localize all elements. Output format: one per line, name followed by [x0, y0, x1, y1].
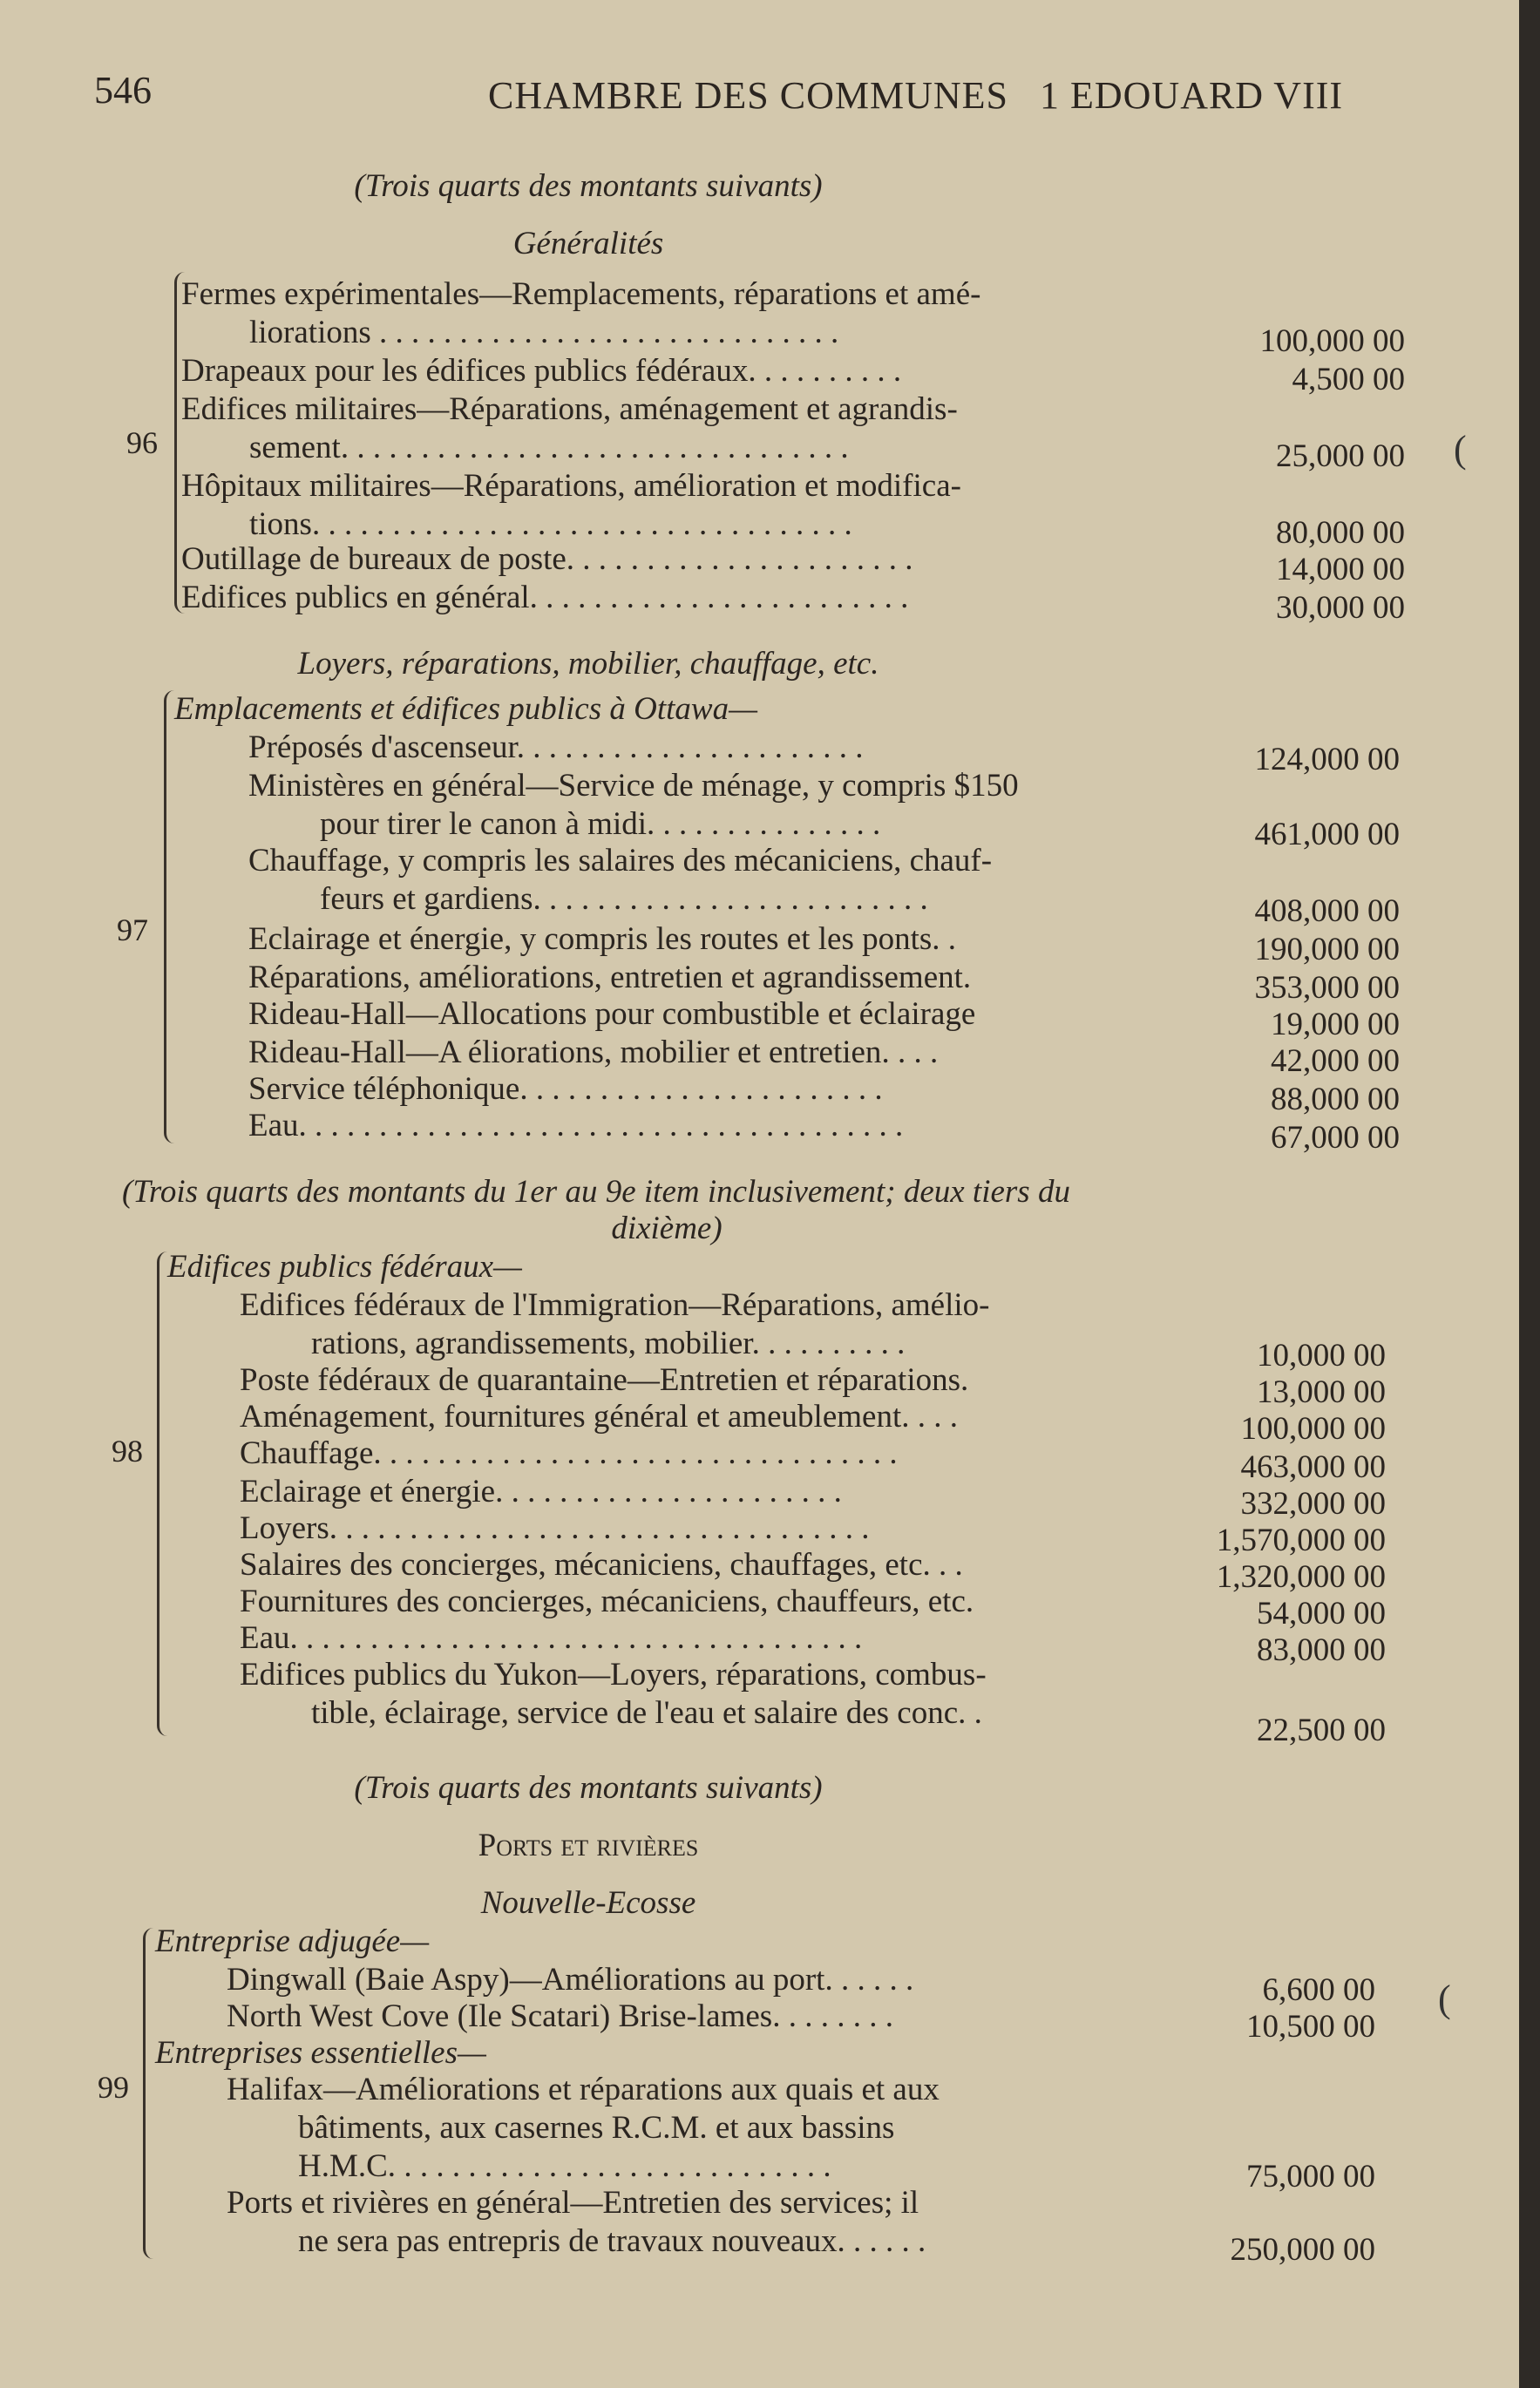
amount-97-2: 461,000 00 [1254, 817, 1400, 852]
item-97-7: Rideau-Hall—A éliorations, mobilier et entretien. . . . [248, 1035, 939, 1070]
amount-98-4: 463,000 00 [1240, 1449, 1386, 1485]
amount-97-8: 88,000 00 [1271, 1082, 1400, 1117]
heading-ports: Ports et rivières [478, 1828, 699, 1863]
note-99: (Trois quarts des montants suivants) [354, 1770, 823, 1806]
item-99-3: Halifax—Améliorations et réparations aux quais et aux bâtiments, aux casernes R.C.M. et aux bassins H.M.C. . . . . . . . . . . . . . . . . . . . . . . . . . . . [227, 2072, 940, 2184]
heading-generalites: Généralités [512, 226, 664, 261]
amount-98-7: 1,320,000 00 [1216, 1559, 1386, 1595]
item-97-3: Chauffage, y compris les salaires des mécaniciens, chauf- feurs et gardiens. . . . . . . . . . . . . . . . . . . . . . . . . [248, 843, 993, 917]
brace-99 [143, 1928, 158, 2259]
item-98-6: Loyers. . . . . . . . . . . . . . . . . . . . . . . . . . . . . . . . . . [240, 1510, 870, 1546]
item-98-2: Poste fédéraux de quarantaine—Entretien et réparations. [240, 1362, 969, 1398]
page-number: 546 [94, 69, 152, 112]
amount-98-5: 332,000 00 [1240, 1486, 1386, 1522]
amount-98-3: 100,000 00 [1240, 1411, 1386, 1447]
sub-heading-adjugee: Entreprise adjugée— [155, 1923, 430, 1959]
amount-97-9: 67,000 00 [1271, 1120, 1400, 1156]
item-98-10: Edifices publics du Yukon—Loyers, réparations, combus- tible, éclairage, service de l'eau et salaire des conc. . [240, 1657, 987, 1731]
vote-number-98: 98 [112, 1434, 143, 1469]
item-97-1: Préposés d'ascenseur. . . . . . . . . . . . . . . . . . . . . . [248, 729, 864, 765]
note-98-line2: dixième) [611, 1211, 723, 1246]
amount-96-5: 14,000 00 [1276, 552, 1405, 587]
vote-number-99: 99 [98, 2070, 129, 2105]
brace-97 [164, 690, 179, 1143]
margin-mark-2: ( [1438, 1978, 1451, 2020]
item-97-4: Eclairage et énergie, y compris les routes et les ponts. . [248, 921, 957, 957]
item-99-1: Dingwall (Baie Aspy)—Améliorations au port. . . . . . [227, 1962, 914, 1998]
item-98-7: Salaires des concierges, mécaniciens, chauffages, etc. . . [240, 1547, 963, 1583]
amount-98-6: 1,570,000 00 [1216, 1523, 1386, 1558]
sub-heading-ottawa: Emplacements et édifices publics à Ottawa— [174, 691, 757, 727]
item-97-8: Service téléphonique. . . . . . . . . . . . . . . . . . . . . . . [248, 1071, 883, 1107]
note-98-line1: (Trois quarts des montants du 1er au 9e item inclusivement; deux tiers du [122, 1174, 1070, 1210]
item-97-2: Ministères en général—Service de ménage, y compris $150 pour tirer le canon à midi. . . . . . . . . . . . . . . [248, 768, 1019, 842]
item-98-3: Aménagement, fournitures général et ameublement. . . . [240, 1399, 958, 1435]
vote-number-97: 97 [117, 912, 148, 947]
amount-96-3: 25,000 00 [1276, 438, 1405, 474]
item-98-4: Chauffage. . . . . . . . . . . . . . . . . . . . . . . . . . . . . . . . . [240, 1435, 898, 1471]
amount-98-8: 54,000 00 [1257, 1596, 1386, 1632]
amount-96-2: 4,500 00 [1292, 362, 1405, 397]
amount-98-10: 22,500 00 [1257, 1713, 1386, 1748]
amount-99-2: 10,500 00 [1246, 2009, 1375, 2045]
amount-98-1: 10,000 00 [1257, 1338, 1386, 1374]
amount-97-3: 408,000 00 [1254, 893, 1400, 929]
amount-97-6: 19,000 00 [1271, 1007, 1400, 1042]
item-96-3: Edifices militaires—Réparations, aménagement et agrandis- sement. . . . . . . . . . . . . . . . . . . . . . . . . . . . . . . . [181, 391, 958, 465]
item-97-9: Eau. . . . . . . . . . . . . . . . . . . . . . . . . . . . . . . . . . . . . . [248, 1108, 904, 1143]
item-96-4: Hôpitaux militaires—Réparations, amélioration et modifica- tions. . . . . . . . . . . . . . . . . . . . . . . . . . . . . . . . . . [181, 468, 961, 542]
running-title: CHAMBRE DES COMMUNES 1 EDOUARD VIII [488, 74, 1344, 117]
heading-loyers: Loyers, réparations, mobilier, chauffage, etc. [297, 646, 879, 682]
brace-98 [157, 1252, 172, 1736]
amount-96-6: 30,000 00 [1276, 590, 1405, 626]
amount-98-9: 83,000 00 [1257, 1632, 1386, 1668]
page-edge [1519, 0, 1540, 2388]
item-98-5: Eclairage et énergie. . . . . . . . . . . . . . . . . . . . . . [240, 1474, 842, 1509]
item-97-5: Réparations, améliorations, entretien et agrandissement. [248, 960, 972, 995]
item-98-9: Eau. . . . . . . . . . . . . . . . . . . . . . . . . . . . . . . . . . . . [240, 1620, 863, 1656]
note-96: (Trois quarts des montants suivants) [354, 168, 823, 204]
vote-number-96: 96 [126, 425, 158, 460]
sub-heading-federaux: Edifices publics fédéraux— [167, 1249, 522, 1285]
heading-nouvelle-ecosse: Nouvelle-Ecosse [480, 1885, 696, 1921]
item-96-2: Drapeaux pour les édifices publics fédéraux. . . . . . . . . . [181, 353, 902, 389]
item-99-4: Ports et rivières en général—Entretien des services; il ne sera pas entrepris de travaux nouveaux. . . . . . [227, 2185, 926, 2259]
amount-96-4: 80,000 00 [1276, 515, 1405, 551]
amount-96-1: 100,000 00 [1259, 323, 1405, 359]
amount-97-4: 190,000 00 [1254, 932, 1400, 967]
amount-99-3: 75,000 00 [1246, 2159, 1375, 2195]
amount-97-7: 42,000 00 [1271, 1043, 1400, 1079]
item-98-8: Fournitures des concierges, mécaniciens, chauffeurs, etc. [240, 1584, 974, 1619]
item-97-6: Rideau-Hall—Allocations pour combustible et éclairage [248, 996, 976, 1032]
item-96-5: Outillage de bureaux de poste. . . . . . . . . . . . . . . . . . . . . . [181, 541, 913, 577]
amount-97-1: 124,000 00 [1254, 742, 1400, 777]
item-96-6: Edifices publics en général. . . . . . . . . . . . . . . . . . . . . . . . [181, 580, 909, 615]
item-98-1: Edifices fédéraux de l'Immigration—Réparations, amélio- rations, agrandissements, mobilier. . . . . . . . . . [240, 1287, 990, 1361]
amount-99-4: 250,000 00 [1230, 2232, 1375, 2268]
item-99-2: North West Cove (Ile Scatari) Brise-lames. . . . . . . . [227, 1998, 893, 2034]
margin-mark-1: ( [1454, 428, 1467, 471]
amount-97-5: 353,000 00 [1254, 970, 1400, 1006]
page-header [94, 68, 1410, 120]
amount-99-1: 6,600 00 [1262, 1972, 1375, 2008]
sub-heading-essentielles: Entreprises essentielles— [155, 2035, 486, 2071]
amount-98-2: 13,000 00 [1257, 1374, 1386, 1410]
item-96-1: Fermes expérimentales—Remplacements, réparations et amé- liorations . . . . . . . . . . . . . . . . . . . . . . . . . . . . . [181, 276, 981, 350]
